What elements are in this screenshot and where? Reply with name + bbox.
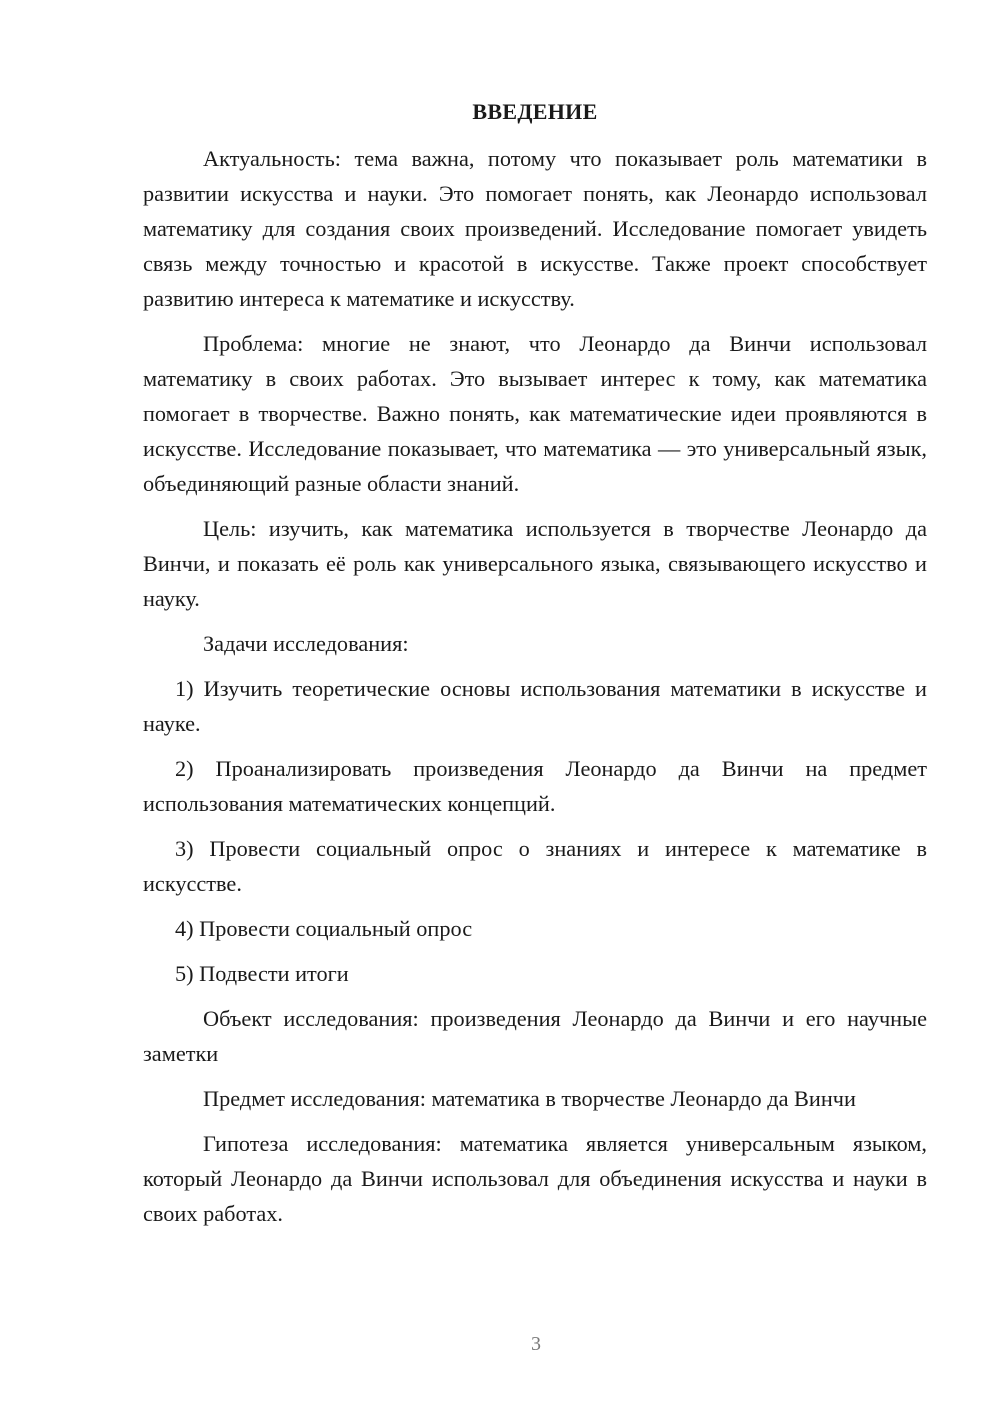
paragraph-goal: Цель: изучить, как математика используется в творчестве Леонардо да Винчи, и показать её роль как универсального языка, связывающего искусство и науку. <box>143 516 927 611</box>
list-item: 5) Подвести итоги <box>175 961 349 986</box>
list-item: 1) Изучить теоретические основы использования математики в искусстве и науке. <box>143 676 927 736</box>
paragraph-hypothesis: Гипотеза исследования: математика является универсальным языком, который Леонардо да Винчи использовал для объединения искусства и науки в своих работах. <box>143 1131 927 1226</box>
list-item: 3) Провести социальный опрос о знаниях и интересе к математике в искусстве. <box>143 836 927 896</box>
paragraph-relevance: Актуальность: тема важна, потому что показывает роль математики в развитии искусства и науки. Это помогает понять, как Леонардо использовал математику для создания своих произведений. Исследование помогает увидеть связь между точностью и красотой в искусстве. Также проект способствует развитию интереса к математике и искусству. <box>143 146 927 311</box>
page-content <box>143 94 927 1231</box>
tasks-list <box>143 671 927 991</box>
paragraph-object: Объект исследования: произведения Леонардо да Винчи и его научные заметки <box>143 1006 927 1066</box>
paragraph-subject: Предмет исследования: математика в творчестве Леонардо да Винчи <box>203 1086 856 1111</box>
page-number: 3 <box>531 1333 541 1355</box>
page-title: ВВЕДЕНИЕ <box>472 99 598 124</box>
tasks-heading: Задачи исследования: <box>203 631 409 656</box>
list-item: 4) Провести социальный опрос <box>175 916 473 941</box>
list-item: 2) Проанализировать произведения Леонардо да Винчи на предмет использования математических концепций. <box>143 756 927 816</box>
paragraph-problem: Проблема: многие не знают, что Леонардо да Винчи использовал математику в своих работах. Это вызывает интерес к тому, как математика помогает в творчестве. Важно понять, как математические идеи проявляются в искусстве. Исследование показывает, что математика — это универсальный язык, объединяющий разные области знаний. <box>143 331 927 496</box>
